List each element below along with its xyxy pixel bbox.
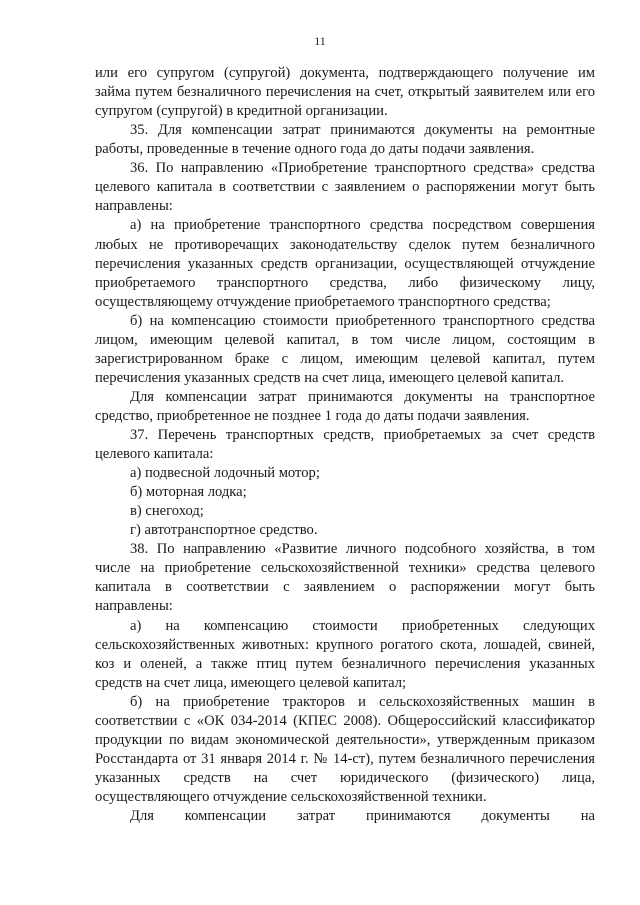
text-line: б) на приобретение тракторов и сельскохозяйственных машин в	[130, 693, 595, 710]
text-line: Для компенсации затрат принимаются документы на транспортное	[130, 388, 595, 405]
text-line: работы, проведенные в течение одного года до даты подачи заявления.	[95, 141, 535, 158]
text-line: супругом (супругой) в кредитной организации.	[95, 103, 388, 120]
text-line: а) подвесной лодочный мотор;	[130, 465, 320, 482]
text-line: средств на счет лица, имеющего целевой капитал;	[95, 674, 407, 691]
text-line: соответствии с «ОК 034-2014 (КПЕС 2008). Общероссийский классификатор	[95, 712, 595, 729]
text-line: приобретаемого транспортного средства, либо физическому лицу,	[95, 274, 595, 291]
text-line: г) автотранспортное средство.	[130, 522, 318, 539]
text-line: 38. По направлению «Развитие личного подсобного хозяйства, в том	[130, 541, 595, 558]
text-line: капитала в соответствии с заявлением о распоряжении могут быть	[95, 579, 595, 596]
text-line: или его супругом (супругой) документа, подтверждающего получение им	[95, 65, 595, 81]
text-line: в) снегоход;	[130, 503, 204, 520]
text-line: любых не противоречащих законодательству сделок путем безналичного	[95, 236, 595, 253]
text-line: б) на компенсацию стоимости приобретенного транспортного средства	[130, 312, 595, 329]
text-line: зарегистрированном браке с лицом, имеющим целевой капитал, путем	[95, 350, 595, 367]
text-line: направлены:	[95, 598, 173, 615]
text-line: Для компенсации затрат принимаются документы на	[130, 808, 595, 824]
text-line: 37. Перечень транспортных средств, приобретаемых за счет средств	[130, 426, 595, 443]
text-line: осуществляющему отчуждение приобретаемого транспортного средства;	[95, 293, 551, 310]
text-line: перечисления указанных средств организации, осуществляющей отчуждение	[95, 255, 595, 272]
text-line: направлены:	[95, 198, 173, 215]
text-line: указанных средств на счет юридического (физического) лица,	[95, 769, 595, 786]
text-line: целевого капитала:	[95, 446, 214, 462]
text-line: продукции по видам экономической деятельности», утвержденным приказом	[95, 731, 595, 748]
text-line: а) на компенсацию стоимости приобретенных следующих	[130, 617, 595, 634]
text-line: 35. Для компенсации затрат принимаются документы на ремонтные	[130, 122, 595, 139]
text-line: числе на приобретение сельскохозяйственной техники» средства целевого	[95, 560, 595, 577]
page-number: 11	[314, 34, 326, 48]
text-line: сельскохозяйственных животных: крупного рогатого скота, лошадей, свиней,	[95, 636, 595, 653]
text-line: коз и оленей, а также птиц путем безналичного перечисления указанных	[95, 655, 595, 672]
text-line: целевого капитала в соответствии с заявлением о распоряжении могут быть	[95, 179, 595, 196]
text-line: перечисления указанных средств на счет лица, имеющего целевой капитал.	[95, 369, 565, 386]
text-line: осуществляющего отчуждение сельскохозяйственной техники.	[95, 788, 487, 805]
text-line: Росстандарта от 31 января 2014 г. № 14-ст), путем безналичного перечисления	[95, 750, 595, 767]
text-line: займа путем безналичного перечисления на счет, открытый заявителем или его	[95, 84, 595, 100]
text-line: а) на приобретение транспортного средства посредством совершения	[130, 217, 595, 234]
text-line: 36. По направлению «Приобретение транспортного средства» средства	[130, 160, 595, 177]
text-line: лицом, имеющим целевой капитал, в том числе лицом, состоящим в	[95, 331, 595, 348]
text-line: средство, приобретенное не позднее 1 года до даты подачи заявления.	[95, 407, 530, 424]
text-line: б) моторная лодка;	[130, 484, 247, 501]
